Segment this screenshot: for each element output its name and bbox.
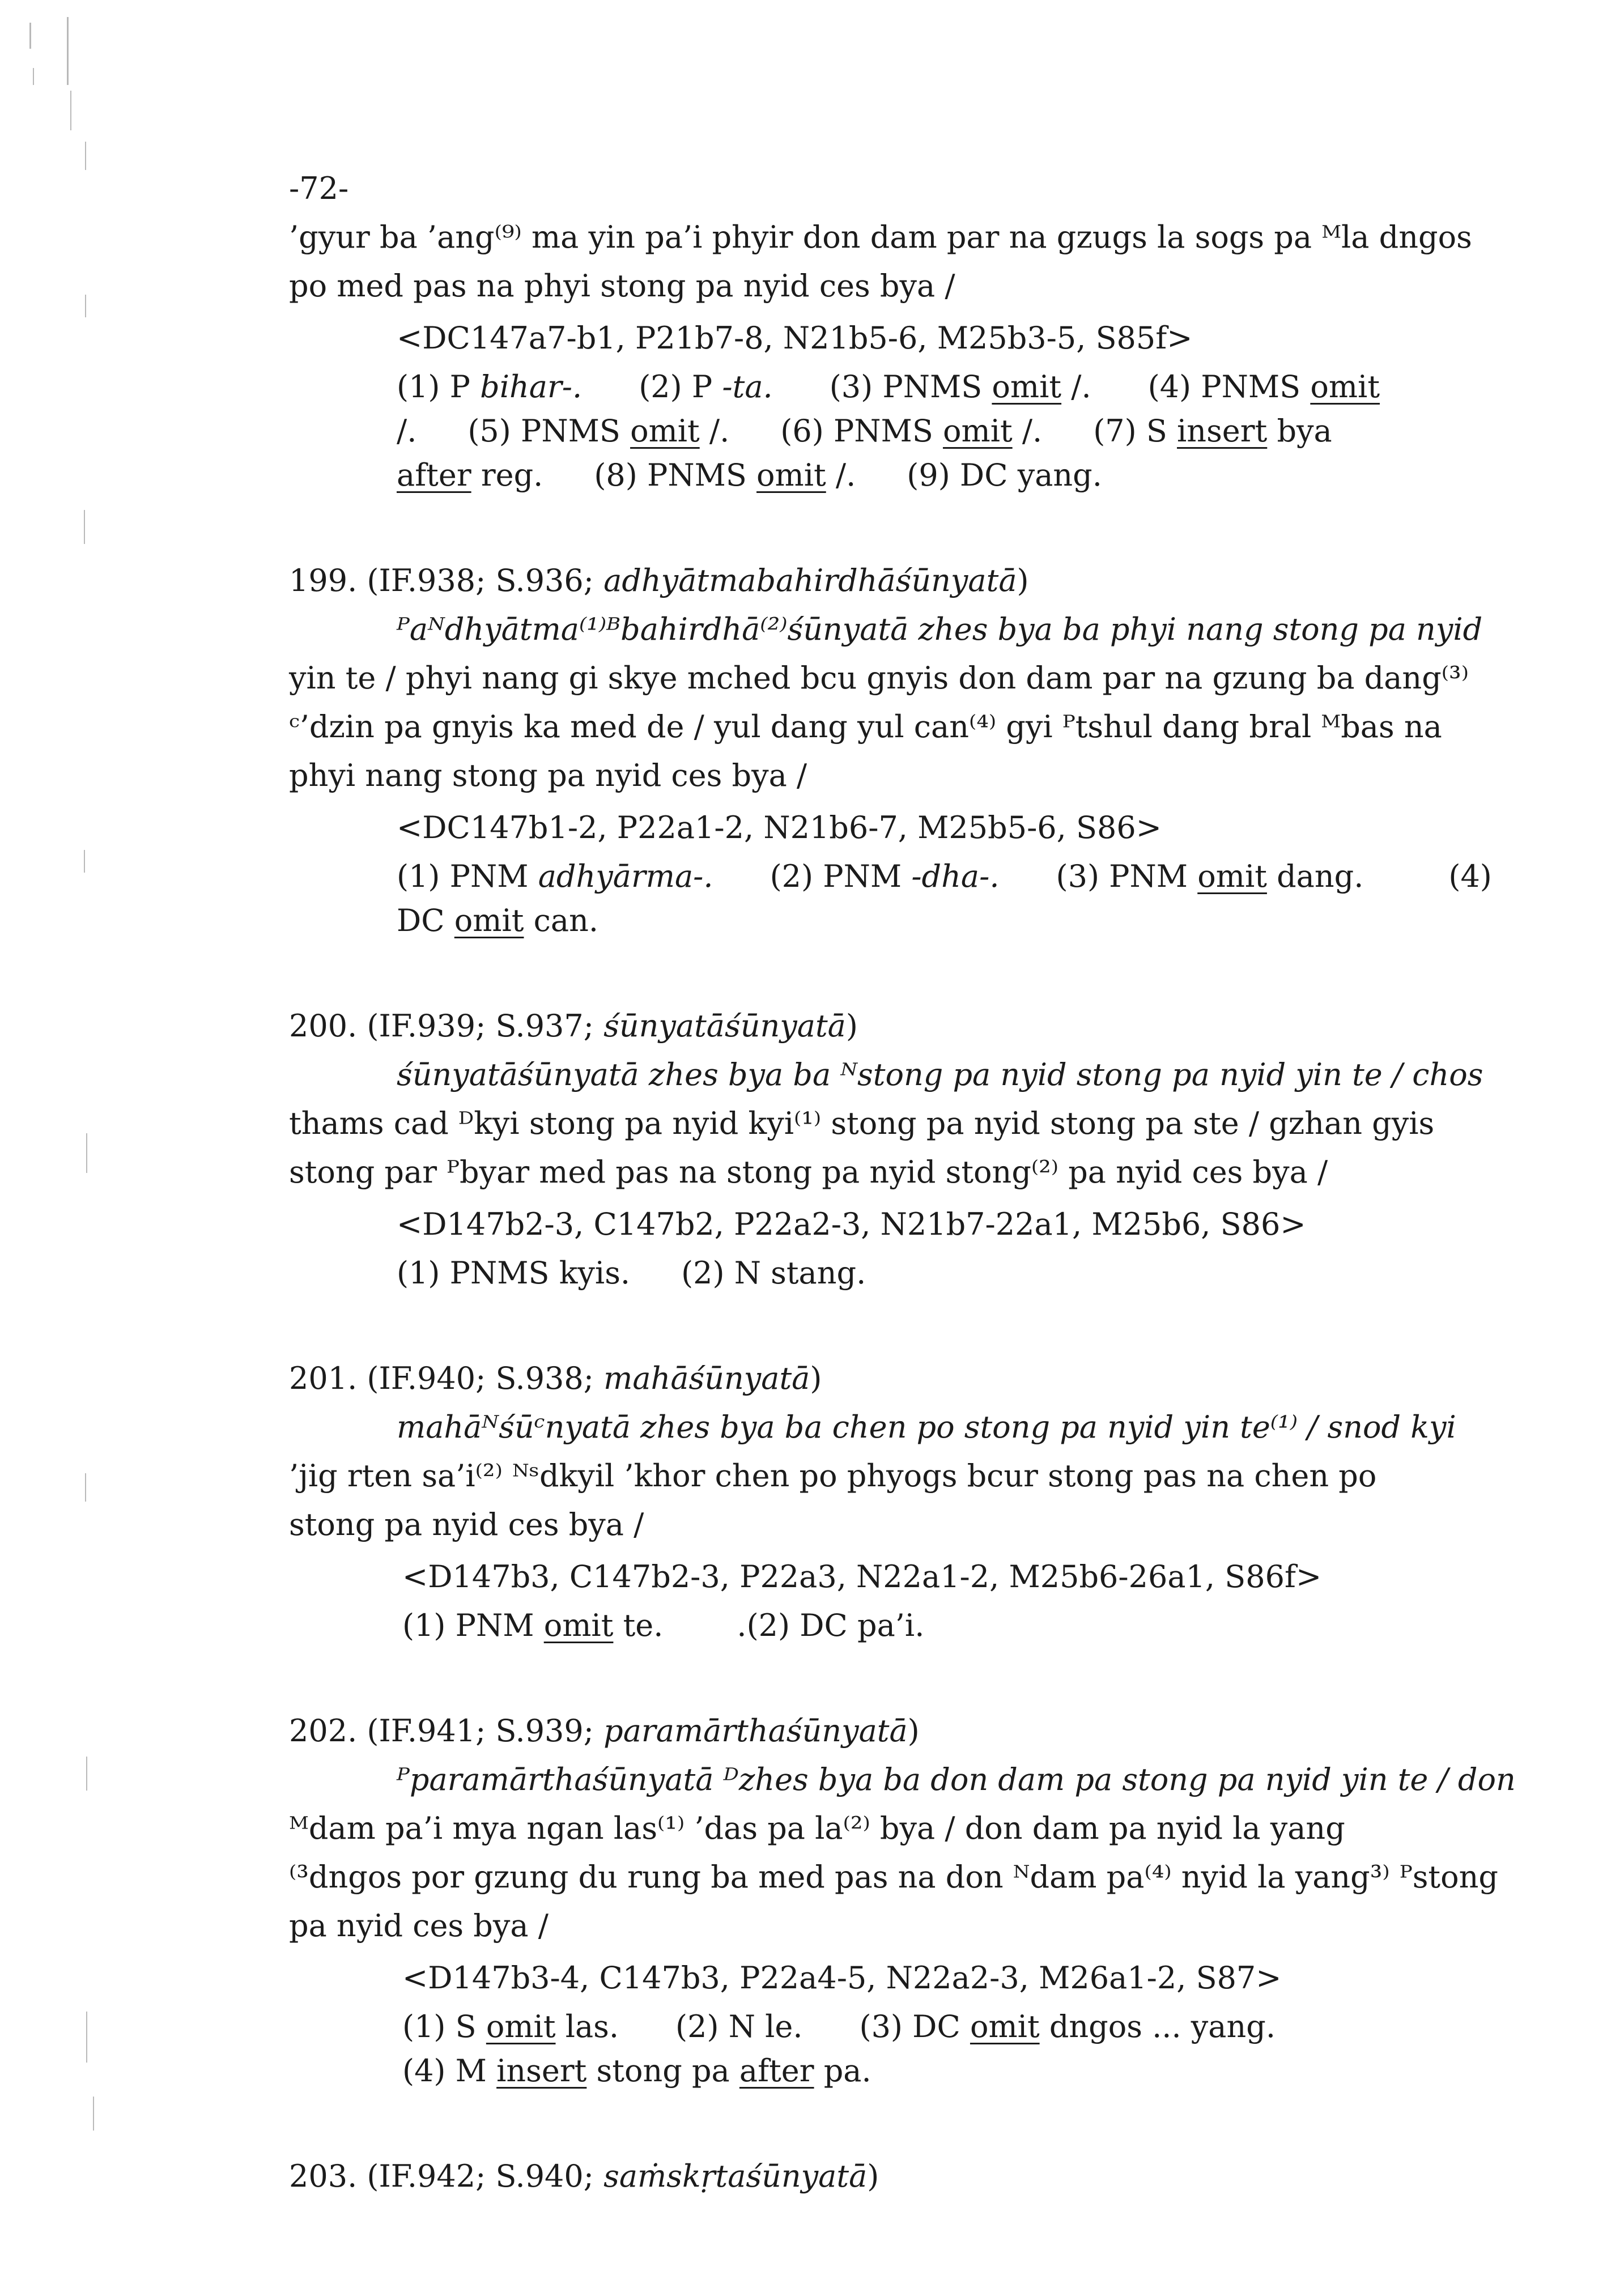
- variant-line: after reg. (8) PNMS omit /. (9) DC yang.: [397, 457, 1102, 493]
- location-references: <D147b3, C147b2-3, P22a3, N22a1-2, M25b6-26a1, S86f>: [402, 1559, 1322, 1595]
- body-line: stong pa nyid ces bya /: [289, 1507, 644, 1542]
- variant-line: /. (5) PNMS omit /. (6) PNMS omit /. (7) S insert bya: [397, 413, 1332, 449]
- body-line: ⁽³dngos por gzung du rung ba med pas na don ᴺdam pa⁽⁴⁾ nyid la yang³⁾ ᴾstong: [289, 1859, 1498, 1895]
- document-page: [289, 164, 1558, 2201]
- body-line: ᴾparamārthaśūnyatā ᴰzhes bya ba don dam pa stong pa nyid yin te / don: [397, 1762, 1516, 1797]
- location-references: <DC147a7-b1, P21b7-8, N21b5-6, M25b3-5, S85f>: [397, 320, 1193, 356]
- location-references: <D147b2-3, C147b2, P22a2-3, N21b7-22a1, M25b6, S86>: [397, 1206, 1306, 1242]
- variant-line: (1) PNM omit te. .(2) DC pa’i.: [402, 1608, 925, 1643]
- variant-readings: [289, 1251, 1558, 1295]
- page-number: -72-: [289, 171, 349, 206]
- variant-line: (4) M insert stong pa after pa.: [402, 2053, 871, 2089]
- variant-line: (1) S omit las. (2) N le. (3) DC omit dngos ... yang.: [402, 2009, 1276, 2044]
- location-references: <D147b3-4, C147b3, P22a4-5, N22a2-3, M26a1-2, S87>: [402, 1960, 1282, 1996]
- entry-header: 199. (IF.938; S.936; adhyātmabahirdhāśūnyatā): [289, 563, 1029, 598]
- variant-line: DC omit can.: [397, 903, 599, 938]
- body-line: stong par ᴾbyar med pas na stong pa nyid stong⁽²⁾ pa nyid ces bya /: [289, 1154, 1328, 1190]
- variant-line: (1) P bihar-. (2) P -ta. (3) PNMS omit /. (4) PNMS omit: [397, 369, 1380, 405]
- variant-readings: [289, 2005, 1558, 2093]
- variant-line: (1) PNMS kyis. (2) N stang.: [397, 1255, 866, 1291]
- variant-readings: [289, 854, 1558, 943]
- body-line: śūnyatāśūnyatā zhes bya ba ᴺstong pa nyid stong pa nyid yin te / chos: [397, 1057, 1483, 1092]
- body-line: pa nyid ces bya /: [289, 1908, 549, 1944]
- variant-readings: [289, 365, 1558, 498]
- entry-200: [289, 1002, 1558, 1295]
- entry-199: [289, 556, 1558, 943]
- variant-line: (1) PNM adhyārma-. (2) PNM -dha-. (3) PNM omit dang. (4): [397, 858, 1492, 894]
- body-line: ᴾaᴺdhyātma⁽¹⁾ᴮbahirdhā⁽²⁾śūnyatā zhes bya ba phyi nang stong pa nyid: [397, 611, 1483, 647]
- body-line: yin te / phyi nang gi skye mched bcu gnyis don dam par na gzung ba dang⁽³⁾: [289, 660, 1469, 696]
- body-line: ᶜ’dzin pa gnyis ka med de / yul dang yul can⁽⁴⁾ gyi ᴾtshul dang bral ᴹbas na: [289, 709, 1442, 745]
- scan-binding-edge: [0, 0, 91, 2296]
- entry-198-continuation: [289, 213, 1558, 498]
- location-references: <DC147b1-2, P22a1-2, N21b6-7, M25b5-6, S86>: [397, 810, 1162, 845]
- body-line: ’gyur ba ’ang⁽⁹⁾ ma yin pa’i phyir don dam par na gzugs la sogs pa ᴹla dngos: [289, 219, 1472, 255]
- body-line: ᴹdam pa’i mya ngan las⁽¹⁾ ’das pa la⁽²⁾ bya / don dam pa nyid la yang: [289, 1810, 1345, 1846]
- entry-header: 203. (IF.942; S.940; saṁskṛtaśūnyatā): [289, 2158, 879, 2194]
- variant-readings: [289, 1604, 1558, 1648]
- body-line: thams cad ᴰkyi stong pa nyid kyi⁽¹⁾ stong pa nyid stong pa ste / gzhan gyis: [289, 1106, 1435, 1141]
- body-line: phyi nang stong pa nyid ces bya /: [289, 758, 807, 793]
- body-line: po med pas na phyi stong pa nyid ces bya /: [289, 268, 955, 304]
- body-line: mahāᴺśūᶜnyatā zhes bya ba chen po stong pa nyid yin te⁽¹⁾ / snod kyi: [397, 1409, 1456, 1445]
- entry-header: 202. (IF.941; S.939; paramārthaśūnyatā): [289, 1713, 920, 1749]
- entry-header: 201. (IF.940; S.938; mahāśūnyatā): [289, 1360, 822, 1396]
- entry-201: [289, 1354, 1558, 1648]
- entry-203: [289, 2152, 1558, 2201]
- entry-header: 200. (IF.939; S.937; śūnyatāśūnyatā): [289, 1008, 858, 1044]
- entry-202: [289, 1707, 1558, 2093]
- body-line: ’jig rten sa’i⁽²⁾ ᴺˢdkyil ’khor chen po phyogs bcur stong pas na chen po: [289, 1458, 1377, 1494]
